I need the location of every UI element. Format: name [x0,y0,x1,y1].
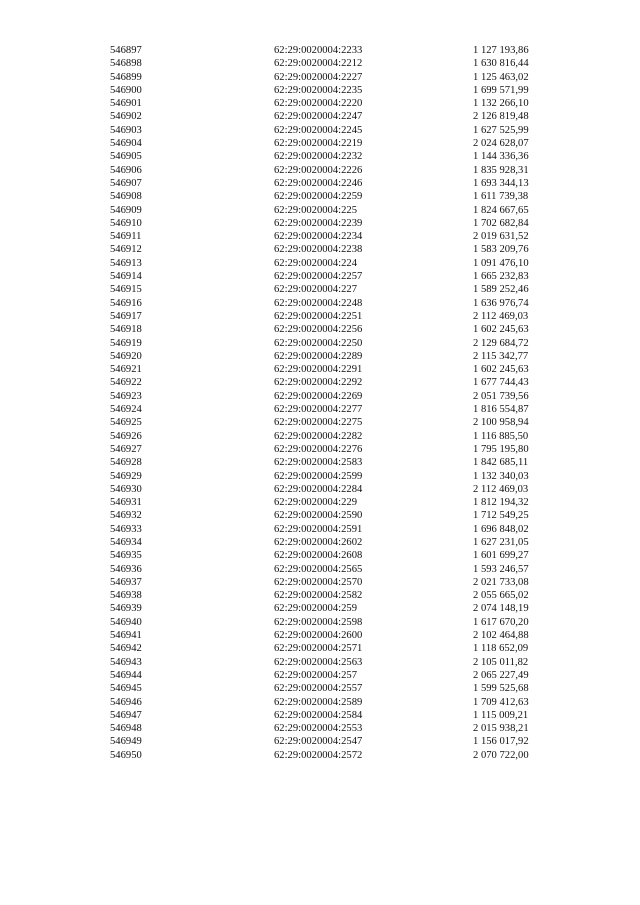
table-row [110,84,540,97]
cadastral-value: 1 144 336,36 [473,151,529,163]
cadastral-value: 1 116 885,50 [473,430,529,442]
cadastral-value: 2 015 938,21 [473,723,529,735]
row-number: 546949 [110,736,142,748]
cadastral-value: 2 065 227,49 [473,669,529,681]
cadastral-number: 62:29:0020004:2276 [274,443,363,455]
cadastral-value: 2 126 819,48 [473,111,529,123]
cadastral-value: 2 055 665,02 [473,590,529,602]
cadastral-value: 2 024 628,07 [473,138,529,150]
cadastral-number: 62:29:0020004:2291 [274,364,363,376]
cadastral-number: 62:29:0020004:2245 [274,124,363,136]
cadastral-value: 2 051 739,56 [473,390,529,402]
cadastral-value: 1 795 195,80 [473,443,529,455]
row-number: 546917 [110,310,142,322]
cadastral-number: 62:29:0020004:2259 [274,191,363,203]
cadastral-number: 62:29:0020004:2251 [274,310,363,322]
table-row [110,576,540,589]
cadastral-number: 62:29:0020004:2256 [274,324,363,336]
row-number: 546939 [110,603,142,615]
row-number: 546928 [110,457,142,469]
cadastral-number: 62:29:0020004:2220 [274,98,363,110]
row-number: 546935 [110,550,142,562]
cadastral-value: 1 842 685,11 [473,457,529,469]
cadastral-value: 2 019 631,52 [473,231,529,243]
cadastral-number: 62:29:0020004:2584 [274,709,363,721]
table-row [110,217,540,230]
table-row [110,310,540,323]
table-row [110,44,540,57]
cadastral-value: 1 599 525,68 [473,683,529,695]
table-row [110,430,540,443]
cadastral-value: 1 702 682,84 [473,217,529,229]
table-row [110,190,540,203]
table-row [110,509,540,522]
row-number: 546898 [110,58,142,70]
cadastral-number: 62:29:0020004:2257 [274,271,363,283]
cadastral-number: 62:29:0020004:2572 [274,749,363,761]
cadastral-number: 62:29:0020004:2582 [274,590,363,602]
row-number: 546900 [110,84,142,96]
table-row [110,137,540,150]
cadastral-number: 62:29:0020004:227 [274,284,357,296]
row-number: 546943 [110,656,142,668]
cadastral-number: 62:29:0020004:2589 [274,696,363,708]
row-number: 546911 [110,231,142,243]
row-number: 546914 [110,271,142,283]
cadastral-number: 62:29:0020004:2289 [274,350,363,362]
table-row [110,71,540,84]
cadastral-value: 1 132 266,10 [473,98,529,110]
row-number: 546930 [110,483,142,495]
cadastral-number: 62:29:0020004:2232 [274,151,363,163]
table-row [110,164,540,177]
row-number: 546936 [110,563,142,575]
table-row [110,204,540,217]
cadastral-number: 62:29:0020004:2565 [274,563,363,575]
cadastral-value: 2 112 469,03 [473,310,529,322]
cadastral-value: 2 112 469,03 [473,483,529,495]
cadastral-number: 62:29:0020004:2277 [274,404,363,416]
row-number: 546905 [110,151,142,163]
row-number: 546950 [110,749,142,761]
cadastral-value: 1 602 245,63 [473,364,529,376]
table-row [110,709,540,722]
table-row [110,470,540,483]
table-row [110,337,540,350]
table-row [110,243,540,256]
cadastral-number: 62:29:0020004:2250 [274,337,363,349]
row-number: 546908 [110,191,142,203]
cadastral-value: 1 699 571,99 [473,84,529,96]
cadastral-number: 62:29:0020004:2590 [274,510,363,522]
cadastral-number: 62:29:0020004:2233 [274,45,363,56]
table-row [110,735,540,748]
table-row [110,97,540,110]
table-row [110,110,540,123]
cadastral-number: 62:29:0020004:2226 [274,164,363,176]
row-number: 546916 [110,297,142,309]
row-number: 546946 [110,696,142,708]
table-row [110,536,540,549]
row-number: 546913 [110,257,142,269]
cadastral-number: 62:29:0020004:2239 [274,217,363,229]
row-number: 546915 [110,284,142,296]
cadastral-value: 2 070 722,00 [473,749,529,761]
cadastral-number: 62:29:0020004:2269 [274,390,363,402]
cadastral-value: 1 677 744,43 [473,377,529,389]
cadastral-number: 62:29:0020004:2238 [274,244,363,256]
row-number: 546944 [110,669,142,681]
cadastral-number: 62:29:0020004:2608 [274,550,363,562]
cadastral-value: 1 115 009,21 [473,709,529,721]
cadastral-value-table [110,44,540,762]
table-row [110,150,540,163]
table-row [110,656,540,669]
cadastral-value: 1 665 232,83 [473,271,529,283]
row-number: 546919 [110,337,142,349]
row-number: 546920 [110,350,142,362]
cadastral-number: 62:29:0020004:224 [274,257,357,269]
cadastral-value: 2 100 958,94 [473,417,529,429]
row-number: 546899 [110,71,142,83]
row-number: 546906 [110,164,142,176]
row-number: 546907 [110,177,142,189]
row-number: 546926 [110,430,142,442]
cadastral-value: 1 132 340,03 [473,470,529,482]
table-row [110,57,540,70]
row-number: 546925 [110,417,142,429]
cadastral-number: 62:29:0020004:2247 [274,111,363,123]
table-row [110,376,540,389]
row-number: 546909 [110,204,142,216]
cadastral-value: 1 156 017,92 [473,736,529,748]
cadastral-value: 1 709 412,63 [473,696,529,708]
table-row [110,749,540,762]
cadastral-value: 1 696 848,02 [473,523,529,535]
row-number: 546904 [110,138,142,150]
cadastral-number: 62:29:0020004:2563 [274,656,363,668]
table-row [110,363,540,376]
cadastral-number: 62:29:0020004:2292 [274,377,363,389]
cadastral-value: 1 091 476,10 [473,257,529,269]
table-row [110,563,540,576]
cadastral-number: 62:29:0020004:2219 [274,138,363,150]
table-row [110,403,540,416]
table-row [110,124,540,137]
cadastral-value: 1 693 344,13 [473,177,529,189]
table-row [110,283,540,296]
cadastral-number: 62:29:0020004:2598 [274,616,363,628]
cadastral-number: 62:29:0020004:2547 [274,736,363,748]
row-number: 546897 [110,45,142,56]
cadastral-number: 62:29:0020004:2557 [274,683,363,695]
cadastral-value: 1 824 667,65 [473,204,529,216]
cadastral-number: 62:29:0020004:225 [274,204,357,216]
row-number: 546918 [110,324,142,336]
cadastral-number: 62:29:0020004:257 [274,669,357,681]
table-row [110,390,540,403]
row-number: 546929 [110,470,142,482]
table-row [110,589,540,602]
row-number: 546938 [110,590,142,602]
table-row [110,456,540,469]
cadastral-value: 1 583 209,76 [473,244,529,256]
table-row [110,696,540,709]
table-row [110,682,540,695]
table-row [110,177,540,190]
table-row [110,350,540,363]
cadastral-value: 1 127 193,86 [473,45,529,56]
row-number: 546912 [110,244,142,256]
cadastral-number: 62:29:0020004:2227 [274,71,363,83]
cadastral-value: 1 816 554,87 [473,404,529,416]
row-number: 546923 [110,390,142,402]
cadastral-value: 1 589 252,46 [473,284,529,296]
row-number: 546922 [110,377,142,389]
cadastral-value: 1 812 194,32 [473,497,529,509]
table-row [110,483,540,496]
row-number: 546940 [110,616,142,628]
row-number: 546948 [110,723,142,735]
table-row [110,416,540,429]
cadastral-value: 2 074 148,19 [473,603,529,615]
row-number: 546941 [110,630,142,642]
cadastral-number: 62:29:0020004:2583 [274,457,363,469]
table-row [110,629,540,642]
cadastral-value: 1 617 670,20 [473,616,529,628]
cadastral-number: 62:29:0020004:2282 [274,430,363,442]
table-row [110,523,540,536]
row-number: 546931 [110,497,142,509]
cadastral-value: 1 627 525,99 [473,124,529,136]
table-row [110,602,540,615]
table-row [110,443,540,456]
row-number: 546933 [110,523,142,535]
table-row [110,230,540,243]
row-number: 546902 [110,111,142,123]
cadastral-number: 62:29:0020004:2275 [274,417,363,429]
table-row [110,496,540,509]
cadastral-value: 1 636 976,74 [473,297,529,309]
cadastral-number: 62:29:0020004:2246 [274,177,363,189]
cadastral-value: 1 602 245,63 [473,324,529,336]
cadastral-value: 1 601 699,27 [473,550,529,562]
row-number: 546942 [110,643,142,655]
cadastral-number: 62:29:0020004:2234 [274,231,363,243]
row-number: 546947 [110,709,142,721]
table-row [110,297,540,310]
row-number: 546924 [110,404,142,416]
cadastral-number: 62:29:0020004:2570 [274,576,363,588]
row-number: 546932 [110,510,142,522]
table-row [110,616,540,629]
cadastral-number: 62:29:0020004:2248 [274,297,363,309]
cadastral-value: 1 125 463,02 [473,71,529,83]
cadastral-number: 62:29:0020004:259 [274,603,357,615]
table-row [110,270,540,283]
row-number: 546901 [110,98,142,110]
table-row [110,642,540,655]
table-row [110,323,540,336]
table-row [110,549,540,562]
row-number: 546934 [110,536,142,548]
cadastral-value: 2 021 733,08 [473,576,529,588]
cadastral-number: 62:29:0020004:2599 [274,470,363,482]
cadastral-value: 1 712 549,25 [473,510,529,522]
cadastral-value: 2 129 684,72 [473,337,529,349]
cadastral-number: 62:29:0020004:2600 [274,630,363,642]
table-row [110,257,540,270]
cadastral-value: 1 630 816,44 [473,58,529,70]
cadastral-value: 2 102 464,88 [473,630,529,642]
table-row [110,722,540,735]
row-number: 546937 [110,576,142,588]
cadastral-value: 1 118 652,09 [473,643,529,655]
cadastral-value: 1 835 928,31 [473,164,529,176]
cadastral-value: 1 611 739,38 [473,191,529,203]
cadastral-value: 1 627 231,05 [473,536,529,548]
row-number: 546945 [110,683,142,695]
cadastral-number: 62:29:0020004:2591 [274,523,363,535]
cadastral-number: 62:29:0020004:2571 [274,643,363,655]
cadastral-number: 62:29:0020004:2212 [274,58,363,70]
cadastral-value: 2 105 011,82 [473,656,529,668]
cadastral-value: 2 115 342,77 [473,350,529,362]
cadastral-number: 62:29:0020004:2235 [274,84,363,96]
cadastral-number: 62:29:0020004:2553 [274,723,363,735]
table-row [110,669,540,682]
row-number: 546921 [110,364,142,376]
cadastral-number: 62:29:0020004:2602 [274,536,363,548]
cadastral-value: 1 593 246,57 [473,563,529,575]
cadastral-number: 62:29:0020004:229 [274,497,357,509]
row-number: 546903 [110,124,142,136]
row-number: 546927 [110,443,142,455]
cadastral-number: 62:29:0020004:2284 [274,483,363,495]
row-number: 546910 [110,217,142,229]
